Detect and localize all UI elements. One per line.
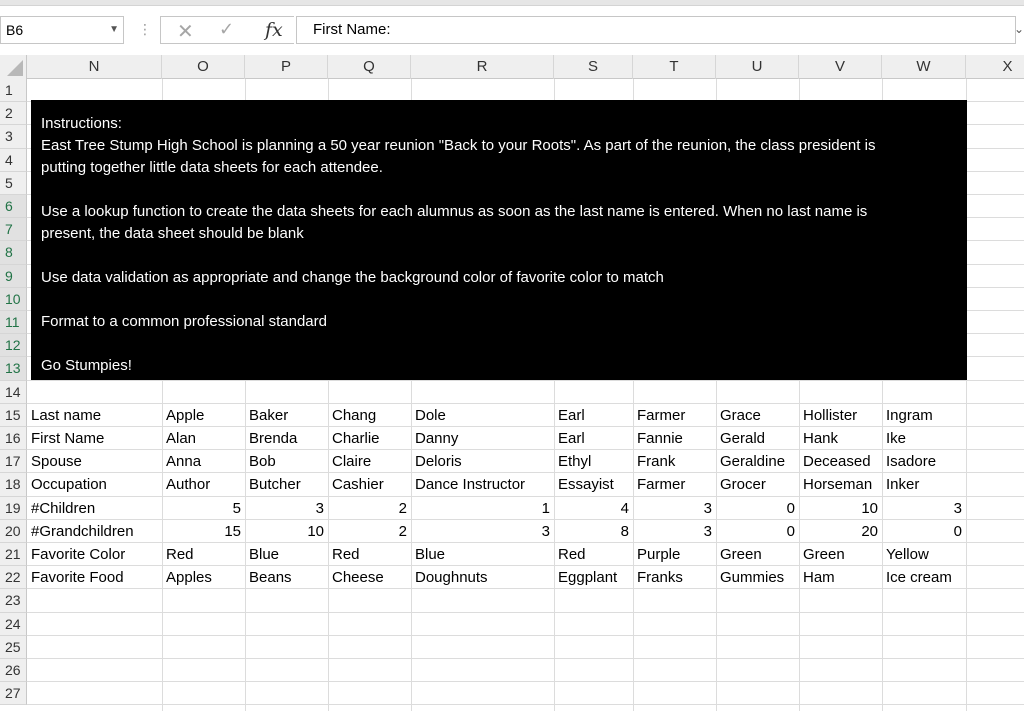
data-cell[interactable]: 2: [398, 499, 407, 517]
data-cell[interactable]: Apple: [166, 406, 205, 424]
column-header-v[interactable]: V: [799, 55, 882, 79]
data-cell[interactable]: Blue: [415, 546, 446, 563]
data-cell[interactable]: 3: [315, 499, 324, 517]
data-cell[interactable]: 0: [953, 522, 962, 540]
data-cell[interactable]: 1: [541, 499, 550, 517]
data-cell[interactable]: Butcher: [249, 476, 301, 494]
data-cell[interactable]: Brenda: [249, 430, 298, 447]
row-header-18[interactable]: 18: [0, 473, 27, 496]
formula-bar-grip-icon[interactable]: ⋮: [138, 21, 152, 37]
row-header-11[interactable]: 11: [0, 311, 27, 334]
data-cell[interactable]: Grocer: [720, 476, 766, 494]
instructions-line-6: Use data validation as appropriate and change the background color of favorite color to match: [41, 269, 664, 286]
instructions-line-7: Format to a common professional standard: [41, 313, 327, 330]
data-cell[interactable]: 4: [620, 499, 629, 517]
row-header-24[interactable]: 24: [0, 613, 27, 636]
data-cell[interactable]: 3: [953, 499, 962, 517]
instructions-line-1: Instructions:: [41, 115, 122, 132]
data-cell[interactable]: Earl: [558, 430, 585, 447]
row-header-27[interactable]: 27: [0, 682, 27, 705]
data-cell[interactable]: Baker: [249, 406, 289, 424]
row-gridline: [27, 658, 1024, 659]
row-header-5[interactable]: 5: [0, 172, 27, 195]
data-cell[interactable]: Beans: [249, 569, 292, 587]
row-header-25[interactable]: 25: [0, 636, 27, 659]
data-cell[interactable]: Dole: [415, 406, 446, 424]
row-gridline: [27, 635, 1024, 636]
chevron-down-icon[interactable]: ▼: [109, 24, 119, 35]
data-cell[interactable]: Gerald: [720, 430, 766, 447]
column-header-q[interactable]: Q: [328, 55, 411, 79]
row-gridline: [27, 681, 1024, 682]
data-cell[interactable]: Red: [332, 546, 360, 563]
data-cell[interactable]: Hank: [803, 430, 839, 447]
data-cell[interactable]: Earl: [558, 406, 585, 424]
row-header-14[interactable]: 14: [0, 381, 27, 404]
label-cell[interactable]: #Children: [31, 499, 96, 517]
data-cell[interactable]: Isadore: [886, 453, 937, 471]
formula-bar-buttons: [160, 16, 294, 44]
data-cell[interactable]: Frank: [637, 453, 676, 471]
data-cell[interactable]: Purple: [637, 546, 681, 563]
label-cell[interactable]: Last name: [31, 406, 102, 424]
cancel-icon[interactable]: ✕: [177, 21, 194, 43]
enter-check-icon[interactable]: ✓: [219, 19, 235, 39]
column-header-o[interactable]: O: [162, 55, 245, 79]
row-gridline: [27, 612, 1024, 613]
instructions-box[interactable]: [31, 100, 967, 380]
data-cell[interactable]: Dance Instructor: [415, 476, 526, 494]
data-cell[interactable]: Ingram: [886, 406, 933, 424]
data-cell[interactable]: Doughnuts: [415, 569, 488, 587]
data-cell[interactable]: Red: [166, 546, 194, 563]
label-cell[interactable]: Spouse: [31, 453, 82, 471]
label-cell[interactable]: First Name: [31, 430, 105, 447]
row-header-26[interactable]: 26: [0, 659, 27, 682]
data-cell[interactable]: Claire: [332, 453, 372, 471]
name-box[interactable]: [0, 16, 124, 44]
column-header-x[interactable]: X: [966, 55, 1024, 79]
worksheet-grid[interactable]: [0, 55, 1024, 711]
data-cell[interactable]: Cashier: [332, 476, 384, 494]
data-cell[interactable]: Grace: [720, 406, 761, 424]
data-cell[interactable]: Green: [803, 546, 845, 563]
formula-bar: [0, 14, 1024, 46]
instructions-line-3: putting together little data sheets for each attendee.: [41, 159, 383, 176]
row-header-19[interactable]: 19: [0, 497, 27, 520]
data-cell[interactable]: 2: [398, 522, 407, 540]
expand-formula-bar-icon[interactable]: ⌄: [1013, 22, 1024, 36]
data-cell[interactable]: Apples: [166, 569, 212, 587]
data-cell[interactable]: Ham: [803, 569, 835, 587]
row-header-22[interactable]: 22: [0, 566, 27, 589]
row-header-2[interactable]: 2: [0, 102, 27, 125]
select-all-button[interactable]: [0, 55, 27, 79]
data-cell[interactable]: Charlie: [332, 430, 380, 447]
data-cell[interactable]: 20: [861, 522, 878, 540]
data-cell[interactable]: Red: [558, 546, 586, 563]
row-header-6[interactable]: 6: [0, 195, 27, 218]
data-cell[interactable]: 8: [620, 522, 629, 540]
data-cell[interactable]: Farmer: [637, 406, 686, 424]
row-header-12[interactable]: 12: [0, 334, 27, 357]
data-cell[interactable]: 10: [307, 522, 324, 540]
instructions-line-4: Use a lookup function to create the data sheets for each alumnus as soon as the last name is entered. When no last name is: [41, 203, 868, 220]
data-cell[interactable]: 3: [541, 522, 550, 540]
data-cell[interactable]: Deloris: [415, 453, 462, 471]
window-top-edge: [0, 0, 1024, 6]
data-cell[interactable]: Essayist: [558, 476, 614, 494]
label-cell[interactable]: #Grandchildren: [31, 522, 134, 540]
data-cell[interactable]: Cheese: [332, 569, 384, 587]
data-cell[interactable]: Farmer: [637, 476, 686, 494]
row-header-8[interactable]: 8: [0, 241, 27, 264]
row-header-23[interactable]: 23: [0, 589, 27, 612]
row-header-4[interactable]: 4: [0, 149, 27, 172]
data-cell[interactable]: Green: [720, 546, 762, 563]
column-header-p[interactable]: P: [245, 55, 328, 79]
row-header-17[interactable]: 17: [0, 450, 27, 473]
instructions-line-2: East Tree Stump High School is planning a 50 year reunion "Back to your Roots". As part of the reunion, the class president is: [41, 137, 876, 154]
column-header-u[interactable]: U: [716, 55, 799, 79]
data-cell[interactable]: Blue: [249, 546, 280, 563]
data-cell[interactable]: Ice cream: [886, 569, 952, 587]
data-cell[interactable]: Chang: [332, 406, 377, 424]
select-all-triangle-icon: [7, 60, 23, 76]
row-header-13[interactable]: 13: [0, 357, 27, 380]
data-cell[interactable]: Ethyl: [558, 453, 592, 471]
data-cell[interactable]: Fannie: [637, 430, 683, 447]
data-cell[interactable]: Horseman: [803, 476, 873, 494]
data-cell[interactable]: 3: [703, 522, 712, 540]
label-cell[interactable]: Favorite Food: [31, 569, 124, 587]
data-cell[interactable]: Inker: [886, 476, 920, 494]
name-box-value: B6: [6, 22, 24, 38]
formula-text: First Name:: [313, 21, 391, 38]
data-cell[interactable]: Deceased: [803, 453, 871, 471]
insert-function-icon[interactable]: fx: [265, 19, 283, 41]
data-cell[interactable]: 15: [224, 522, 241, 540]
instructions-line-5: present, the data sheet should be blank: [41, 225, 304, 242]
row-header-9[interactable]: 9: [0, 265, 27, 288]
data-cell[interactable]: Anna: [166, 453, 202, 471]
column-header-t[interactable]: T: [633, 55, 716, 79]
instructions-line-8: Go Stumpies!: [41, 357, 132, 374]
label-cell[interactable]: Favorite Color: [31, 546, 126, 563]
data-cell[interactable]: Danny: [415, 430, 459, 447]
data-cell[interactable]: 5: [232, 499, 241, 517]
data-cell[interactable]: Franks: [637, 569, 683, 587]
data-cell[interactable]: Eggplant: [558, 569, 618, 587]
data-cell[interactable]: Ike: [886, 430, 907, 447]
row-header-10[interactable]: 10: [0, 288, 27, 311]
row-gridline: [27, 704, 1024, 705]
row-header-15[interactable]: 15: [0, 404, 27, 427]
column-header-w[interactable]: W: [882, 55, 966, 79]
data-cell[interactable]: Geraldine: [720, 453, 786, 471]
data-cell[interactable]: 0: [786, 499, 795, 517]
data-cell[interactable]: Bob: [249, 453, 276, 471]
column-header-s[interactable]: S: [554, 55, 633, 79]
row-header-20[interactable]: 20: [0, 520, 27, 543]
column-header-n[interactable]: N: [27, 55, 162, 79]
row-header-16[interactable]: 16: [0, 427, 27, 450]
data-cell[interactable]: Yellow: [886, 546, 929, 563]
data-cell[interactable]: Alan: [166, 430, 197, 447]
data-cell[interactable]: 0: [786, 522, 795, 540]
data-cell[interactable]: Gummies: [720, 569, 785, 587]
row-header-3[interactable]: 3: [0, 125, 27, 148]
data-cell[interactable]: 3: [703, 499, 712, 517]
data-cell[interactable]: Hollister: [803, 406, 858, 424]
formula-input[interactable]: [296, 16, 1016, 44]
row-header-1[interactable]: 1: [0, 79, 27, 102]
data-cell[interactable]: 10: [861, 499, 878, 517]
data-cell[interactable]: Author: [166, 476, 211, 494]
column-header-row: [0, 55, 1024, 79]
column-header-r[interactable]: R: [411, 55, 554, 79]
label-cell[interactable]: Occupation: [31, 476, 107, 494]
row-header-21[interactable]: 21: [0, 543, 27, 566]
row-header-7[interactable]: 7: [0, 218, 27, 241]
